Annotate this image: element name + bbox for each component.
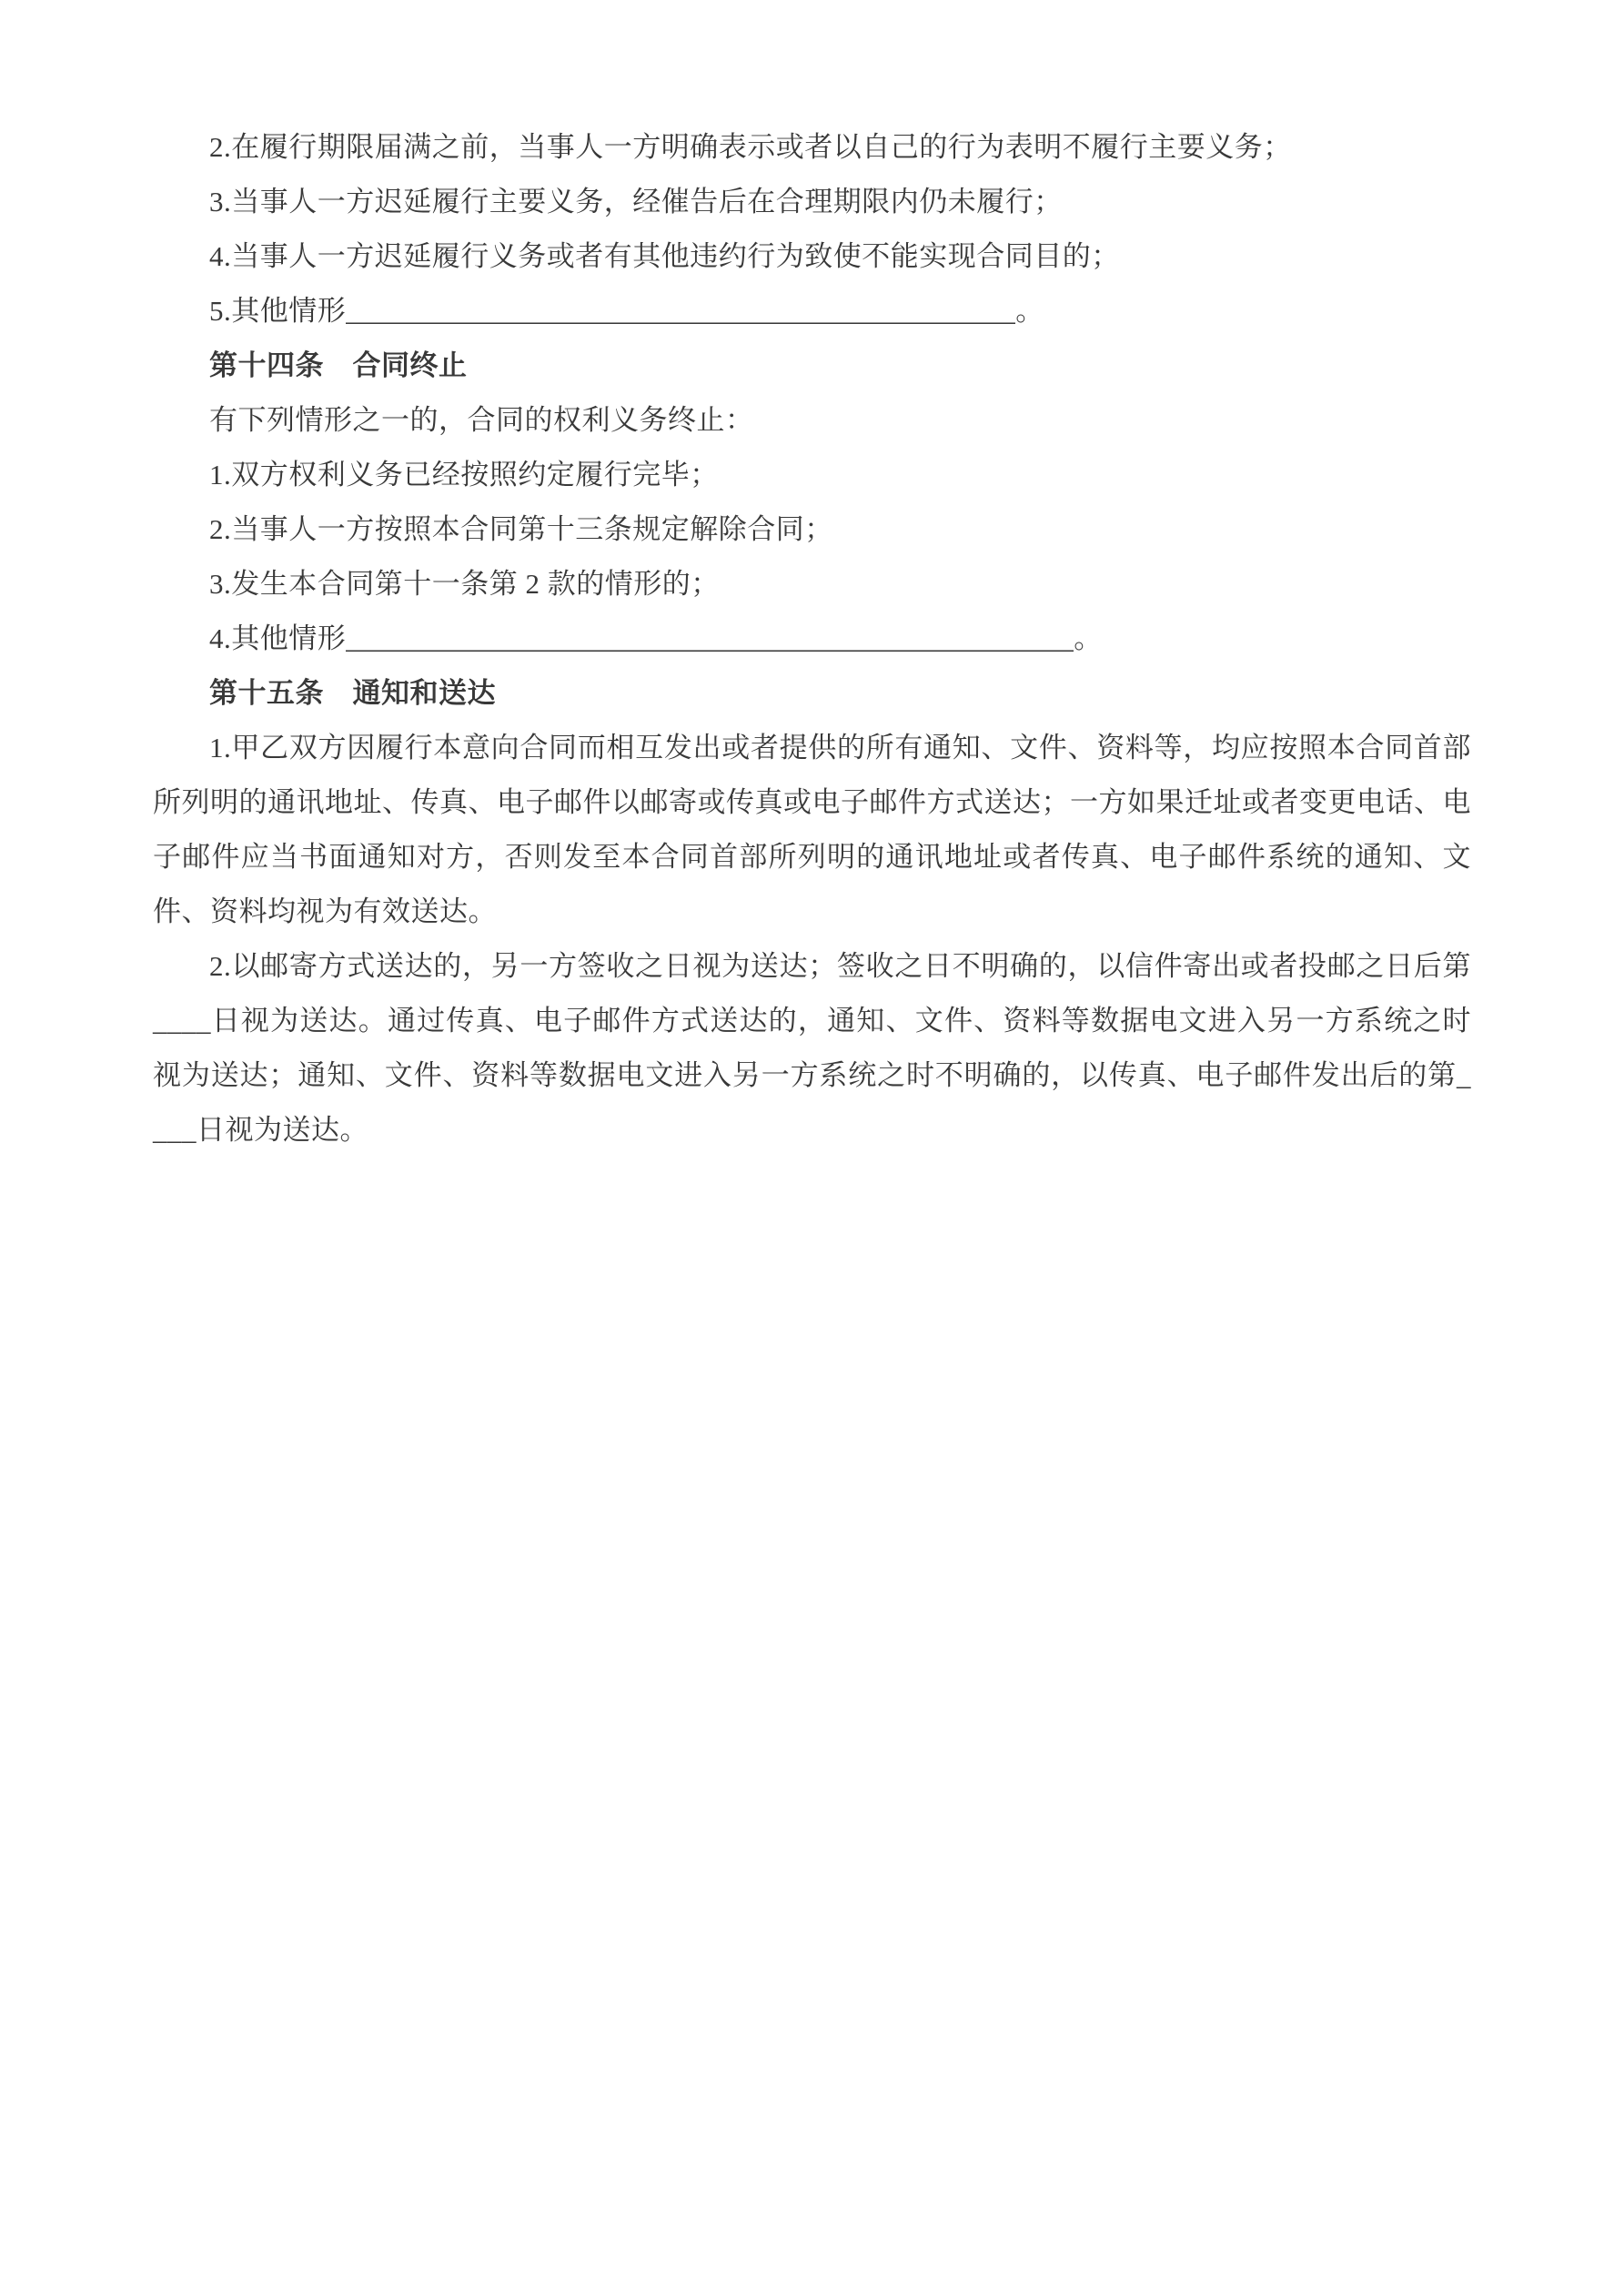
paragraph: 3.发生本合同第十一条第 2 款的情形的；: [209, 568, 720, 600]
paragraph: 4.当事人一方迟延履行义务或者有其他违约行为致使不能实现合同目的；: [209, 240, 1120, 272]
paragraph: 1.甲乙双方因履行本意向合同而相互发出或者提供的所有通知、文件、资料等，均应按照本合同首部所列明的通讯地址、传真、电子邮件以邮寄或传真或电子邮件方式送达；一方如果迁址或者变更电话、电子邮件应当书面通知对方，否则发至本合同首部所列明的通讯地址或者传真、电子邮件系统的通知、文件、资料均视为有效送达。: [153, 732, 1471, 927]
paragraph: 1.双方权利义务已经按照约定履行完毕；: [209, 459, 719, 491]
paragraph: 3.当事人一方迟延履行主要义务，经催告后在合理期限内仍未履行；: [209, 186, 1063, 217]
paragraph: 2.以邮寄方式送达的，另一方签收之日视为送达；签收之日不明确的，以信件寄出或者投邮之日后第____日视为送达。通过传真、电子邮件方式送达的，通知、文件、资料等数据电文进入另一方系统之时视为送达；通知、文件、资料等数据电文进入另一方系统之时不明确的，以传真、电子邮件发出后的第____日视为送达。: [153, 950, 1471, 1146]
clause-heading: 第十四条 合同终止: [209, 349, 468, 381]
paragraph: 5.其他情形______________________________________________。: [209, 295, 1044, 327]
paragraph: 4.其他情形__________________________________________________。: [209, 622, 1103, 654]
document-body: [153, 120, 1471, 1158]
paragraph: 有下列情形之一的，合同的权利义务终止：: [209, 404, 754, 436]
paragraph: 2.当事人一方按照本合同第十三条规定解除合同；: [209, 513, 833, 545]
clause-heading: 第十五条 通知和送达: [209, 677, 496, 709]
paragraph: 2.在履行期限届满之前，当事人一方明确表示或者以自己的行为表明不履行主要义务；: [209, 131, 1292, 163]
